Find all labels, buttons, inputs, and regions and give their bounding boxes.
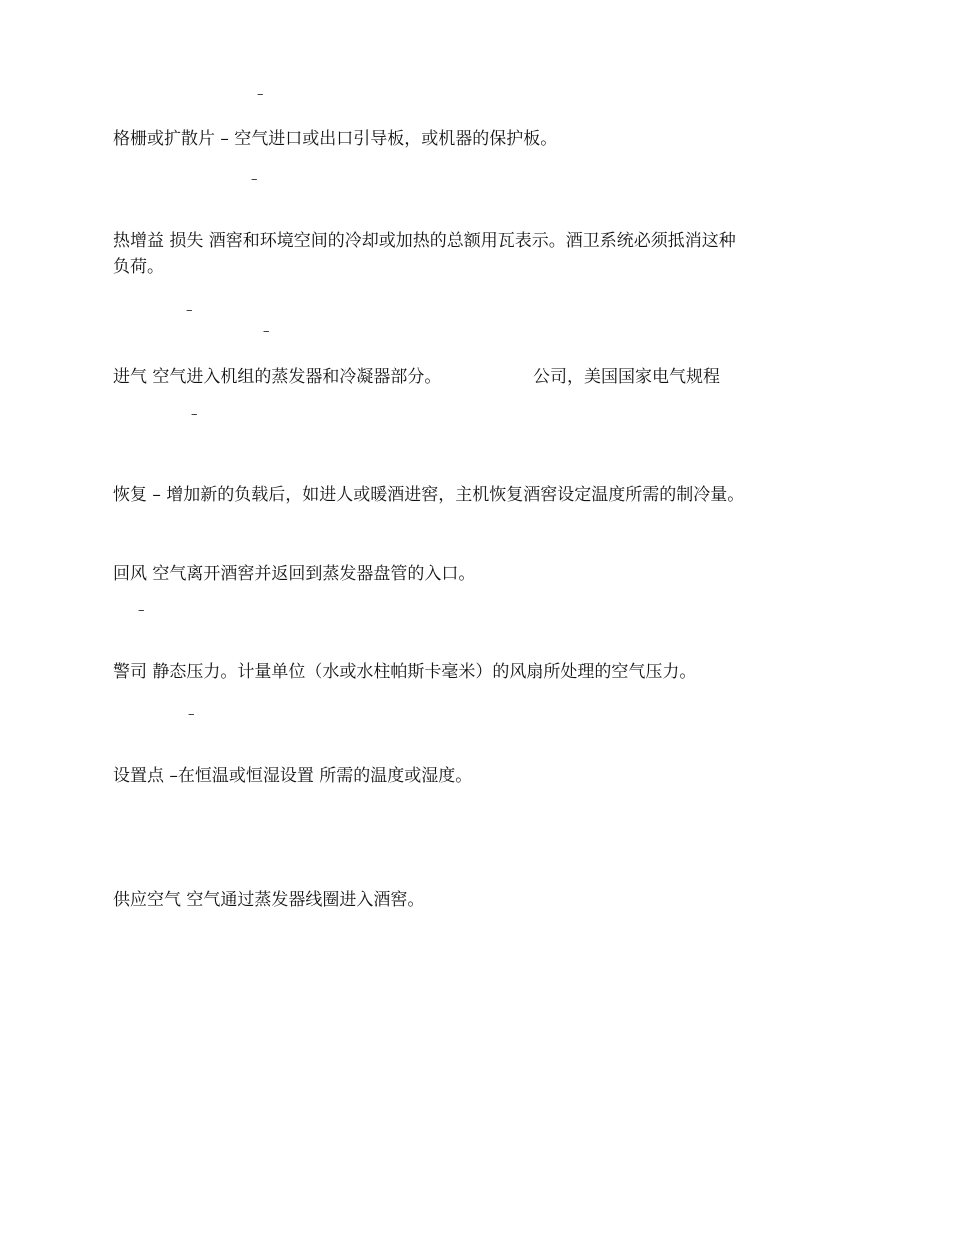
entry-heat-gain-line-2: 负荷。 xyxy=(113,257,164,277)
dash-mark: – xyxy=(188,707,195,722)
dash-mark: – xyxy=(186,303,193,318)
entry-recovery: 恢复 – 增加新的负载后，如进人或暖酒进窖，主机恢复酒窖设定温度所需的制冷量。 xyxy=(113,485,745,505)
entry-static-pressure: 警司 静态压力。计量单位（水或水柱帕斯卡毫米）的风扇所处理的空气压力。 xyxy=(113,662,697,682)
entry-intake: 进气 空气进入机组的蒸发器和冷凝器部分。 xyxy=(113,367,442,387)
entry-intake-company: 公司，美国国家电气规程 xyxy=(533,367,720,387)
dash-mark: – xyxy=(263,324,270,339)
dash-mark: – xyxy=(257,87,264,102)
dash-mark: – xyxy=(191,407,198,422)
entry-heat-gain-line-1: 热增益 损失 酒窖和环境空间的冷却或加热的总额用瓦表示。酒卫系统必须抵消这种 xyxy=(113,231,736,251)
entry-setpoint: 设置点 –在恒温或恒湿设置 所需的温度或湿度。 xyxy=(113,766,473,786)
entry-grille: 格栅或扩散片 – 空气进口或出口引导板，或机器的保护板。 xyxy=(113,129,558,149)
dash-mark: – xyxy=(251,172,258,187)
entry-supply-air: 供应空气 空气通过蒸发器线圈进入酒窖。 xyxy=(113,890,425,910)
entry-return-air: 回风 空气离开酒窖并返回到蒸发器盘管的入口。 xyxy=(113,564,476,584)
dash-mark: – xyxy=(138,603,145,618)
